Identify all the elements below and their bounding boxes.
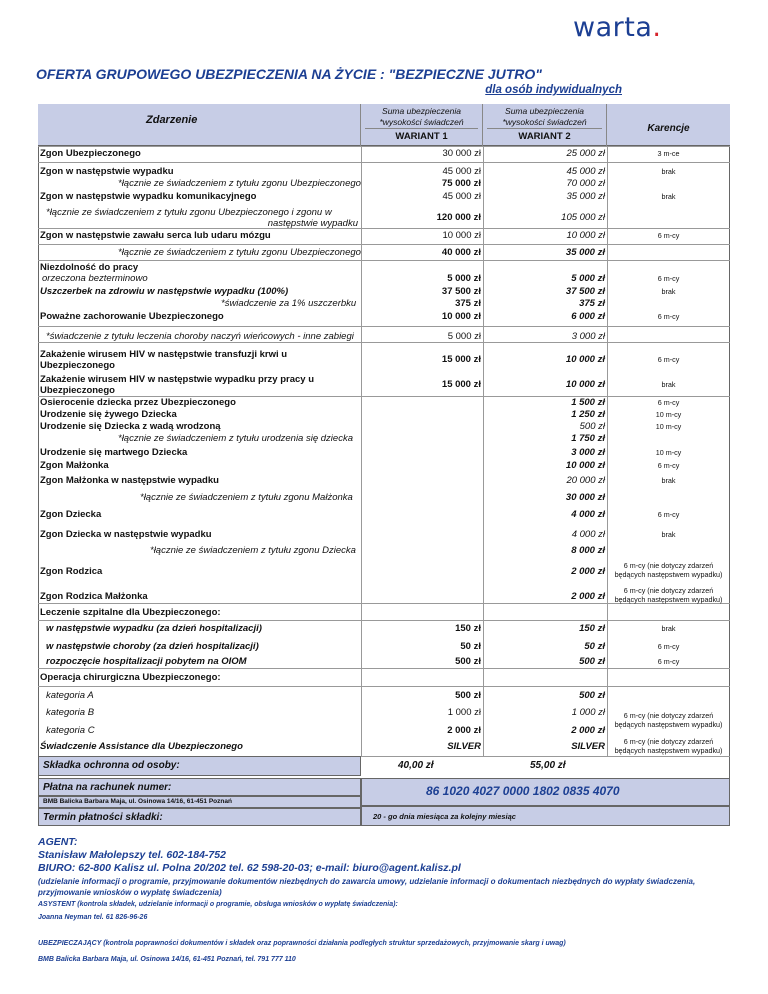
- row-label: kategoria A: [46, 690, 94, 701]
- variant1-value: 375 zł: [455, 298, 481, 309]
- variant2-value: 4 000 zł: [571, 509, 605, 520]
- table-row: [38, 725, 730, 736]
- waiting-period: brak: [661, 192, 676, 201]
- table-row: [38, 737, 730, 755]
- variant2-value: 6 000 zł: [571, 311, 605, 322]
- insurer-desc: UBEZPIECZAJĄCY (kontrola poprawności dokumentów i składek oraz poprawności działania podległych struktur sprzedażowych, przyjmowanie skarg i uwag): [38, 940, 566, 947]
- variant2-value: 35 000 zł: [565, 247, 605, 258]
- payment-term-label: Termin płatności składki:: [38, 808, 361, 826]
- table-row: [38, 475, 730, 486]
- variant1-value: 15 000 zł: [441, 379, 481, 390]
- table-row: [38, 230, 730, 241]
- table-row: [38, 623, 730, 634]
- variant2-value: 105 000 zł: [561, 212, 605, 223]
- variant2-value: 45 000 zł: [566, 166, 605, 177]
- variant2-value: 10 000 zł: [565, 379, 605, 390]
- page-title: OFERTA GRUPOWEGO UBEZPIECZENIA NA ŻYCIE : "BEZPIECZNE JUTRO": [36, 66, 542, 82]
- row-label: Uszczerbek na zdrowiu w następstwie wypadku (100%): [40, 286, 289, 297]
- header-waiting: Karencje: [647, 123, 690, 134]
- waiting-period: brak: [661, 476, 676, 485]
- row-label: Urodzenie się żywego Dziecka: [40, 409, 177, 420]
- table-row: [38, 586, 730, 604]
- waiting-period: 6 m-cy: [657, 510, 680, 519]
- variant2-value: 10 000 zł: [565, 460, 605, 471]
- header-variant-2: WARIANT 2: [518, 131, 571, 142]
- assistant-desc: ASYSTENT (kontrola składek, udzielanie informacji o programie, obsługa wniosków o wypłatę świadczenia):: [38, 901, 398, 908]
- variant2-value: SILVER: [571, 741, 605, 752]
- table-row: [38, 641, 730, 652]
- row-label: w następstwie wypadku (za dzień hospitalizacji): [46, 623, 262, 634]
- account-owner: BMB Balicka Barbara Maja, ul. Osinowa 14/16, 61-451 Poznań: [38, 796, 361, 808]
- variant2-value: 50 zł: [584, 641, 605, 652]
- variant1-value: 75 000 zł: [441, 178, 481, 189]
- variant1-value: 30 000 zł: [442, 148, 481, 159]
- row-label-cont: Ubezpieczonego: [40, 360, 115, 371]
- row-label: w następstwie choroby (za dzień hospitalizacji): [46, 641, 259, 652]
- row-label: Osierocenie dziecka przez Ubezpieczonego: [40, 397, 236, 408]
- payment-term-value: 20 - go dnia miesiąca za kolejny miesiąc: [373, 812, 516, 821]
- table-row: [38, 349, 730, 369]
- waiting-period: brak: [661, 287, 676, 296]
- row-label: Operacja chirurgiczna Ubezpieczonego:: [40, 672, 221, 683]
- variant2-value: 37 500 zł: [565, 286, 605, 297]
- table-row: [38, 607, 730, 618]
- table-row: [38, 191, 730, 202]
- table-row: [38, 460, 730, 471]
- variant1-value: 37 500 zł: [441, 286, 481, 297]
- waiting-period: brak: [661, 167, 676, 176]
- agent-heading: AGENT:: [38, 836, 78, 848]
- variant2-value: 1 250 zł: [571, 409, 605, 420]
- variant1-value: 45 000 zł: [442, 191, 481, 202]
- account-label: Płatna na rachunek numer:: [38, 778, 361, 796]
- row-label: Niezdolność do pracy: [40, 262, 139, 273]
- variant2-value: 150 zł: [579, 623, 605, 634]
- table-row: [38, 397, 730, 408]
- row-label: orzeczona bezterminowo: [42, 273, 148, 284]
- premium-v1: 40,00 zł: [398, 760, 434, 771]
- variant2-value: 500 zł: [579, 690, 605, 701]
- table-row: [38, 247, 730, 258]
- agent-office: BIURO: 62-800 Kalisz ul. Polna 20/202 tel. 62 598-20-03; e-mail: biuro@agent.kalisz.pl: [38, 862, 461, 874]
- table-row: [38, 273, 730, 284]
- table-row: [38, 421, 730, 432]
- assistant-name: Joanna Neyman tel. 61 826-96-26: [38, 914, 148, 921]
- table-row: [38, 374, 730, 394]
- waiting-period: 6 m-cy: [657, 657, 680, 666]
- row-label: Zgon Małżonka w następstwie wypadku: [40, 475, 219, 486]
- waiting-period: 6 m-cy: [657, 355, 680, 364]
- row-label: Zgon w następstwie zawału serca lub udaru mózgu: [40, 230, 271, 241]
- table-row: [38, 298, 730, 309]
- row-label: Zgon Rodzica: [40, 566, 103, 577]
- waiting-period: 10 m-cy: [655, 410, 682, 419]
- variant2-value: 500 zł: [579, 421, 605, 432]
- row-label: *łącznie ze świadczeniem z tytułu zgonu Dziecka: [150, 545, 356, 556]
- variant2-value: 1 500 zł: [571, 397, 605, 408]
- variant2-value: 2 000 zł: [571, 725, 605, 736]
- variant1-value: 10 000 zł: [442, 230, 481, 241]
- account-number: 86 1020 4027 0000 1802 0835 4070: [426, 784, 620, 798]
- row-label: Zgon Dziecka w następstwie wypadku: [40, 529, 212, 540]
- variant2-value: 3 000 zł: [571, 331, 605, 342]
- row-label: Zgon w następstwie wypadku komunikacyjnego: [40, 191, 257, 202]
- variant1-value: 50 zł: [460, 641, 481, 652]
- variant2-value: 10 000 zł: [565, 354, 605, 365]
- variant1-value: 500 zł: [455, 656, 481, 667]
- row-label: Urodzenie się martwego Dziecka: [40, 447, 188, 458]
- waiting-period: 6 m-cy (nie dotyczy zdarzeń będących następstwem wypadku): [614, 737, 723, 755]
- variant2-value: 25 000 zł: [566, 148, 605, 159]
- waiting-period: brak: [661, 530, 676, 539]
- table-row: [38, 656, 730, 667]
- waiting-period: 10 m-cy: [655, 422, 682, 431]
- row-label: *łącznie ze świadczeniem z tytułu urodzenia się dziecka: [118, 433, 353, 444]
- table-row: [38, 561, 730, 579]
- row-label: Urodzenie się Dziecka z wadą wrodzoną: [40, 421, 221, 432]
- variant2-value: 1 750 zł: [571, 433, 605, 444]
- variant2-value: 35 000 zł: [566, 191, 605, 202]
- table-row: [38, 311, 730, 322]
- warta-logo: warta.: [573, 12, 662, 43]
- waiting-period: 6 m-cy: [657, 231, 680, 240]
- row-label: *łącznie ze świadczeniem z tytułu zgonu Ubezpieczonego i zgonu w: [46, 207, 332, 218]
- variant2-value: 1 000 zł: [571, 707, 605, 718]
- variant1-value: 2 000 zł: [447, 725, 481, 736]
- table-row: [38, 166, 730, 177]
- variant2-value: 2 000 zł: [571, 566, 605, 577]
- variant1-value: 45 000 zł: [442, 166, 481, 177]
- row-label: kategoria B: [46, 707, 95, 718]
- variant1-value: 150 zł: [455, 623, 481, 634]
- row-label-cont: Ubezpieczonego: [40, 385, 115, 396]
- table-row: [38, 148, 730, 161]
- waiting-period: 6 m-cy: [657, 274, 680, 283]
- variant1-value: 10 000 zł: [441, 311, 481, 322]
- premium-label: Składka ochronna od osoby:: [38, 756, 361, 776]
- variant2-value: 5 000 zł: [571, 273, 605, 284]
- row-label: Poważne zachorowanie Ubezpieczonego: [40, 311, 224, 322]
- header-variant-1: WARIANT 1: [395, 131, 448, 142]
- insurer-address: BMB Balicka Barbara Maja, ul. Osinowa 14/16, 61-451 Poznań, tel. 791 777 110: [38, 956, 296, 963]
- agent-name: Stanisław Małolepszy tel. 602-184-752: [38, 849, 226, 861]
- header-event: Zdarzenie: [146, 114, 198, 126]
- variant1-value: 15 000 zł: [441, 354, 481, 365]
- waiting-period: 6 m-cy: [657, 461, 680, 470]
- row-label: Zgon Rodzica Małżonka: [40, 591, 148, 602]
- row-label: *łącznie ze świadczeniem z tytułu zgonu Ubezpieczonego: [118, 247, 361, 258]
- row-label: *łącznie ze świadczeniem z tytułu zgonu Małżonka: [140, 492, 353, 503]
- variant2-value: 70 000 zł: [566, 178, 605, 189]
- variant1-value: 120 000 zł: [436, 212, 481, 223]
- variant2-value: 3 000 zł: [571, 447, 605, 458]
- row-label: Zgon Dziecka: [40, 509, 102, 520]
- table-row: [38, 207, 730, 227]
- table-row: [38, 492, 730, 503]
- table-row: [38, 178, 730, 189]
- variant1-value: 5 000 zł: [447, 331, 481, 342]
- waiting-period: 3 m-ce: [657, 149, 680, 158]
- waiting-period: 6 m-cy (nie dotyczy zdarzeń będących następstwem wypadku): [614, 561, 723, 579]
- variant1-value: 5 000 zł: [447, 273, 481, 284]
- variant2-value: 30 000 zł: [565, 492, 605, 503]
- waiting-period: 6 m-cy: [657, 398, 680, 407]
- table-row: [38, 672, 730, 683]
- table-row: [38, 262, 730, 273]
- table-row: [38, 331, 730, 342]
- waiting-period: 10 m-cy: [655, 448, 682, 457]
- variant2-value: 500 zł: [579, 656, 605, 667]
- row-label: Zgon Ubezpieczonego: [40, 148, 141, 159]
- waiting-period: brak: [661, 624, 676, 633]
- variant1-value: 1 000 zł: [447, 707, 481, 718]
- row-label: Leczenie szpitalne dla Ubezpieczonego:: [40, 607, 221, 618]
- waiting-period: 6 m-cy: [657, 642, 680, 651]
- table-row: [38, 433, 730, 444]
- waiting-period: 6 m-cy (nie dotyczy zdarzeń będących następstwem wypadku): [614, 711, 723, 729]
- table-row: [38, 447, 730, 458]
- page-subtitle: dla osób indywidualnych: [485, 84, 622, 96]
- agent-block: [38, 836, 730, 875]
- row-label: Zakażenie wirusem HIV w następstwie wypadku przy pracy u: [40, 374, 315, 385]
- variant2-value: 2 000 zł: [571, 591, 605, 602]
- waiting-period: 6 m-cy: [657, 312, 680, 321]
- waiting-period: brak: [661, 380, 676, 389]
- variant2-value: 375 zł: [579, 298, 605, 309]
- row-label: kategoria C: [46, 725, 95, 736]
- row-label: *świadczenie z tytułu leczenia choroby naczyń wieńcowych - inne zabiegi: [46, 331, 354, 342]
- table-row: [38, 286, 730, 297]
- table-row: [38, 545, 730, 556]
- table-row: [38, 690, 730, 701]
- agent-note: (udzielanie informacji o programie, przyjmowanie dokumentów niezbędnych do zawarcia umowy, udzielanie informacji o dokumentach niezbędnych do wypłaty świadczenia, przyjmowanie wniosków o wypłatę świadczenia): [38, 877, 696, 897]
- row-label: rozpoczęcie hospitalizacji pobytem na OIOM: [46, 656, 247, 667]
- variant2-value: 8 000 zł: [571, 545, 605, 556]
- row-label: Świadczenie Assistance dla Ubezpieczonego: [40, 741, 243, 752]
- table-header: Zdarzenie Suma ubezpieczenia *wysokości świadczeń WARIANT 1 Suma ubezpieczenia *wysokości świadczeń WARIANT 2 Karencje: [38, 104, 730, 146]
- variant2-value: 4 000 zł: [571, 529, 605, 540]
- premium-v2: 55,00 zł: [530, 760, 566, 771]
- row-label: Zgon w następstwie wypadku: [40, 166, 174, 177]
- variant2-value: 20 000 zł: [566, 475, 605, 486]
- table-row: [38, 409, 730, 420]
- table-row: [38, 707, 730, 729]
- row-label: Zakażenie wirusem HIV w następstwie transfuzji krwi u: [40, 349, 288, 360]
- row-label: *łącznie ze świadczeniem z tytułu zgonu Ubezpieczonego: [118, 178, 361, 189]
- row-label-cont: następstwie wypadku: [267, 218, 358, 229]
- row-label: *świadczenie za 1% uszczerbku: [221, 298, 357, 309]
- table-row: [38, 509, 730, 520]
- row-label: Zgon Małżonka: [40, 460, 109, 471]
- variant2-value: 10 000 zł: [566, 230, 605, 241]
- variant1-value: SILVER: [447, 741, 481, 752]
- variant1-value: 40 000 zł: [441, 247, 481, 258]
- variant1-value: 500 zł: [455, 690, 481, 701]
- table-row: [38, 529, 730, 540]
- waiting-period: 6 m-cy (nie dotyczy zdarzeń będących następstwem wypadku): [614, 586, 723, 604]
